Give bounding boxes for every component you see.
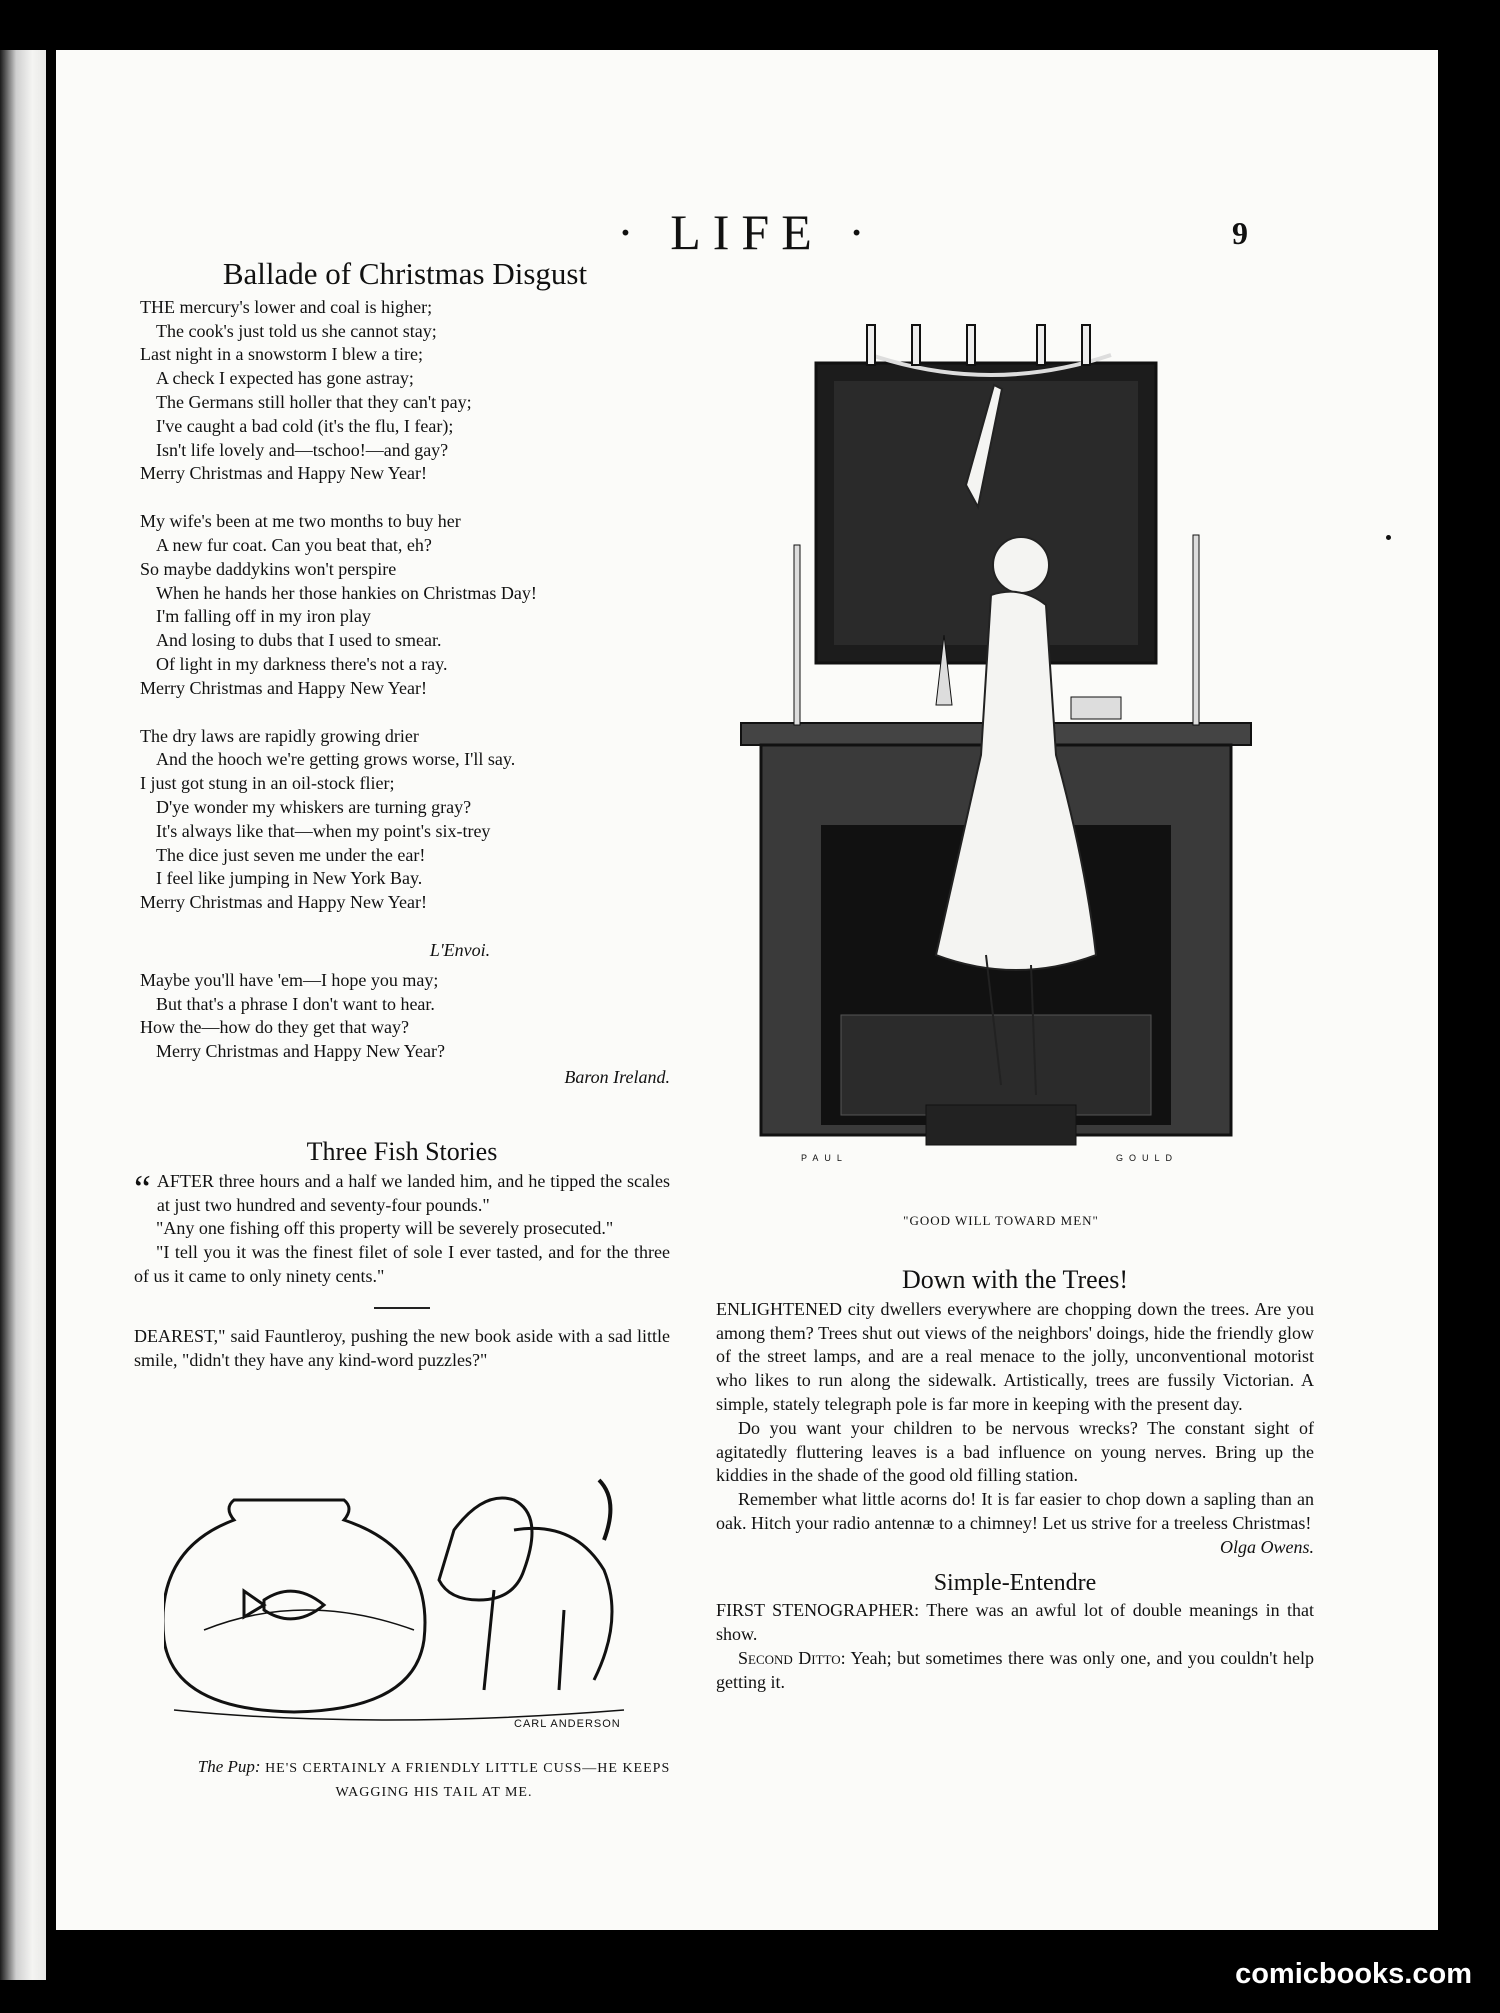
envoi-verse xyxy=(140,969,670,1064)
poem-line: I feel like jumping in New York Bay. xyxy=(156,868,423,889)
envoi-title: L'Envoi. xyxy=(429,939,491,960)
poem-line: Merry Christmas and Happy New Year! xyxy=(140,463,427,484)
gift-box-icon xyxy=(1071,697,1121,719)
poem-line: A check I expected has gone astray; xyxy=(156,368,414,389)
fire-grate xyxy=(841,1015,1151,1115)
poem-line: And losing to dubs that I used to smear. xyxy=(156,630,442,651)
poem-line: Isn't life lovely and—tschoo!—and gay? xyxy=(156,439,449,460)
wagging-tail-icon xyxy=(599,1480,610,1540)
entendre-paragraph-2: Second Ditto: Yeah; but sometimes there was only one, and you couldn't help getting it. xyxy=(716,1647,1314,1692)
dearest-paragraph: DEAREST," said Fauntleroy, pushing the new book aside with a sad little smile, "didn't they have any kind-word puzzles?" xyxy=(134,1325,670,1370)
poem-line: And the hooch we're getting grows worse, I'll say. xyxy=(156,749,516,770)
entendre-paragraph-1: FIRST STENOGRAPHER: There was an awful lot of double meanings in that show. xyxy=(716,1600,1314,1645)
ballade-title: Ballade of Christmas Disgust xyxy=(222,256,588,291)
fish-story-3: "I tell you it was the finest filet of sole I ever tasted, and for the three of us it came to only ninety cents." xyxy=(134,1242,670,1286)
poem-line: I'm falling off in my iron play xyxy=(156,606,371,627)
ballade-poem xyxy=(140,296,670,915)
trees-title: Down with the Trees! xyxy=(901,1265,1129,1294)
ballade-column xyxy=(140,256,670,1090)
poem-line: The Germans still holler that they can't pay; xyxy=(156,391,472,412)
illustrator-signature-left: PAUL xyxy=(801,1153,848,1163)
poem-line: Merry Christmas and Happy New Year! xyxy=(140,677,427,698)
trees-paragraph-3: Remember what little acorns do! It is far easier to chop down a sapling than an oak. Hitch your radio antennæ to a chimney! Let us strive for a treeless Christmas! xyxy=(716,1489,1314,1533)
envoi-line: Maybe you'll have 'em—I hope you may; xyxy=(140,969,439,990)
dog-head-icon xyxy=(439,1498,532,1600)
pup-cartoon xyxy=(164,1450,644,1750)
fishbowl-icon xyxy=(164,1500,425,1712)
poem-line: The cook's just told us she cannot stay; xyxy=(156,320,437,341)
poem-line: I just got stung in an oil-stock flier; xyxy=(140,773,395,794)
page-number: 9 xyxy=(1232,215,1248,251)
ballade-stanza xyxy=(140,296,670,486)
poem-line: Of light in my darkness there's not a ray. xyxy=(156,653,448,674)
speck xyxy=(1386,535,1391,540)
trees-paragraph-1: ENLIGHTENED city dwellers everywhere are chopping down the trees. Are you among them? Trees shut out views of the neighbors' doings, hide the friendly glow of the street lamps, and are a real menace to the jolly, unconventional motorist who likes to run along the sidewalk. Artistically, trees are fussily Victorian. A simple, stately telegraph pole is far more in keeping with the present day. xyxy=(716,1298,1314,1414)
poem-line: Last night in a snowstorm I blew a tire; xyxy=(140,344,423,365)
poem-line: A new fur coat. Can you beat that, eh? xyxy=(156,534,432,555)
candlestick-right-icon xyxy=(1193,535,1199,725)
cartoon-signature: CARL ANDERSON xyxy=(514,1718,621,1730)
mantel-illustration xyxy=(731,275,1271,1205)
envoi-line: Merry Christmas and Happy New Year? xyxy=(156,1041,445,1062)
poem-line: So maybe daddykins won't perspire xyxy=(140,558,397,579)
illustrator-signature-right: GOULD xyxy=(1116,1153,1179,1163)
footstool xyxy=(926,1105,1076,1145)
poem-line: THE mercury's lower and coal is higher; xyxy=(140,296,433,317)
candlestick-left-icon xyxy=(794,545,800,725)
trees-paragraph-2: Do you want your children to be nervous wrecks? The constant sight of agitatedly fluttering leaves is a bad influence on young nerves. Bring up the kiddies in the shade of the good old filling station. xyxy=(716,1417,1314,1486)
poem-line: When he hands her those hankies on Christmas Day! xyxy=(156,582,537,603)
masthead: · LIFE · xyxy=(617,204,877,260)
poem-line: It's always like that—when my point's six-trey xyxy=(156,820,491,841)
poem-line: The dry laws are rapidly growing drier xyxy=(140,725,419,746)
magazine-page xyxy=(56,50,1438,1930)
fish-story-1: “ AFTER three hours and a half we landed him, and he tipped the scales at just two hundred and seventy-four pounds." xyxy=(134,1167,670,1215)
illustration-caption: "GOOD WILL TOWARD MEN" xyxy=(903,1213,1099,1228)
fish-column xyxy=(134,1137,670,1372)
ballade-stanza xyxy=(140,510,670,700)
fish-title: Three Fish Stories xyxy=(306,1137,498,1166)
poem-line: Merry Christmas and Happy New Year! xyxy=(140,892,427,913)
poem-line: I've caught a bad cold (it's the flu, I fear); xyxy=(156,415,454,436)
section-rule xyxy=(374,1307,430,1309)
poem-line: D'ye wonder my whiskers are turning gray? xyxy=(156,796,472,817)
trees-column xyxy=(716,1265,1314,1695)
envoi-line: How the—how do they get that way? xyxy=(140,1017,409,1038)
ballade-stanza xyxy=(140,725,670,915)
ballade-author: Baron Ireland. xyxy=(564,1066,670,1087)
trees-author: Olga Owens. xyxy=(1220,1536,1314,1557)
poem-line: My wife's been at me two months to buy her xyxy=(140,511,461,532)
entendre-title: Simple-Entendre xyxy=(933,1569,1097,1596)
cartoon-caption: The Pup: HE'S CERTAINLY A FRIENDLY LITTLE CUSS—HE KEEPS WAGGING HIS TAIL AT ME. xyxy=(197,1757,671,1800)
envoi-line: But that's a phrase I don't want to hear. xyxy=(156,993,435,1014)
facing-page-edge xyxy=(0,50,46,1980)
poem-line: The dice just seven me under the ear! xyxy=(156,844,426,865)
watermark: comicbooks.com xyxy=(1235,1958,1472,1990)
fish-story-2: "Any one fishing off this property will be severely prosecuted." xyxy=(156,1218,614,1239)
